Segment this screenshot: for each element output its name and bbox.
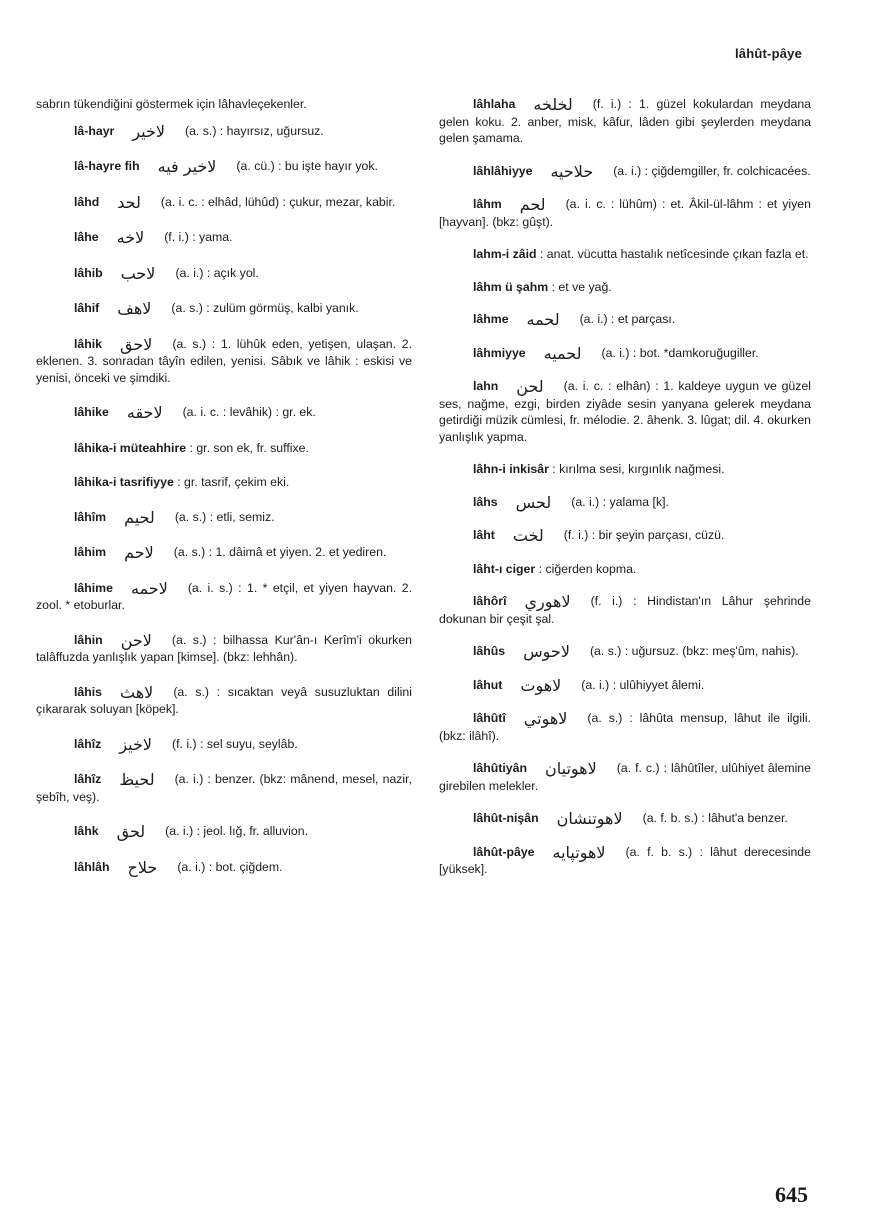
headword: lâhe — [74, 230, 99, 244]
continuation-text: sabrın tükendiğini göstermek için lâhavleçekenler. — [36, 97, 307, 111]
definition: (a. i. s.) : 1. * etçil, et yiyen hayvan. 2. zool. * etoburlar. — [36, 580, 412, 612]
definition: (a. i.) : bot. *damkoruğugiller. — [601, 345, 759, 360]
definition: (a. i. c. : levâhik) : gr. ek. — [182, 405, 316, 419]
headword: lâhika-i tasrifiyye — [74, 475, 174, 489]
arabic-script: لاخير فيه — [157, 157, 217, 176]
dictionary-entry — [36, 859, 412, 877]
definition: (a. f. c.) : lâhûtîler, ulûhiyet âlemine girebilen melekler. — [439, 761, 811, 793]
headword: lâhîm — [74, 509, 107, 524]
headword: lâhlâh — [74, 859, 110, 874]
arabic-script: لاهوتنشان — [556, 809, 623, 828]
page-number: 645 — [775, 1182, 808, 1207]
arabic-script: لاحب — [120, 263, 156, 283]
definition: : gr. son ek, fr. suffixe. — [189, 440, 309, 455]
dictionary-entry — [439, 96, 811, 147]
definition: (a. s.) : etli, semiz. — [174, 509, 275, 524]
arabic-script: لحميه — [543, 343, 582, 363]
dictionary-entry — [36, 300, 412, 318]
definition: (a. s.) : bilhassa Kur'ân-ı Kerîm'i okurken talâffuzda yanlışlık yapan [kimse]. (bkz: lehhân). — [36, 632, 412, 664]
dictionary-entry — [36, 580, 412, 614]
arabic-script: لخت — [512, 526, 544, 545]
definition: (a. cü.) : bu işte hayır yok. — [236, 159, 378, 173]
dictionary-entry — [439, 844, 811, 878]
headword: lâhôrî — [473, 594, 507, 608]
dictionary-entry — [439, 345, 811, 363]
headword: lahm-i zâid — [473, 247, 537, 261]
definition: (a. i. c. : lühûm) : et. Âkil-ül-lâhm : et yiyen [hayvan]. (bkz: gûşt). — [439, 197, 811, 229]
arabic-script: لاهوتي — [523, 709, 568, 728]
dictionary-entry — [36, 229, 412, 247]
headword: lâhûtiyân — [473, 761, 527, 775]
definition: (a. i. c. : elhân) : 1. kaldeye uygun ve güzel ses, nağme, ezgi, birden ziyâde sesin yanyana gelerek meydana getirdiği müzik cümlesi, fr. mélodie. 2. âhenk. 3. lûgat; dil. 4. okurken yanlışlık yapma. — [439, 379, 811, 444]
dictionary-entry — [439, 710, 811, 744]
definition: : anat. vücutta hastalık netîcesinde çıkan fazla et. — [539, 247, 809, 261]
dictionary-entry — [439, 494, 811, 512]
headword: lâhs — [473, 494, 498, 509]
definition: (a. i.) : yalama [k]. — [571, 494, 669, 509]
dictionary-entry — [439, 760, 811, 794]
arabic-script: لاحمه — [130, 578, 168, 598]
definition: (a. i.) : et parçası. — [579, 312, 676, 326]
definition: (a. i.) : bot. çiğdem. — [177, 859, 283, 874]
headword: lâ-hayr — [74, 123, 115, 138]
arabic-script: لاحم — [124, 543, 154, 562]
headword: lâhlâhiyye — [473, 163, 533, 178]
definition: (a. s.) : sıcaktan veyâ susuzluktan dilini çıkararak soluyan [köpek]. — [36, 684, 412, 716]
dictionary-entry — [439, 246, 811, 263]
definition: (f. i.) : Hindistan'ın Lâhur şehrinde dokunan bir çeşit şal. — [439, 594, 811, 626]
arabic-script: لاخيز — [119, 734, 153, 754]
arabic-script: لحم — [519, 195, 546, 214]
arabic-script: لحق — [116, 822, 146, 841]
headword: lâhis — [74, 684, 103, 699]
dictionary-entry — [36, 158, 412, 176]
definition: (f. i.) : sel suyu, seylâb. — [172, 736, 298, 751]
definition: : gr. tasrif, çekim eki. — [177, 475, 290, 489]
running-header: lâhût-pâye — [734, 46, 802, 61]
definition: (a. i.) : ulûhiyyet âlemi. — [581, 677, 705, 692]
definition: (a. i.) : çiğdemgiller, fr. colchicacées. — [613, 163, 811, 178]
dictionary-entry — [36, 404, 412, 422]
dictionary-entry — [439, 527, 811, 545]
headword: lâhûtî — [473, 711, 506, 725]
headword: lâhime — [74, 580, 113, 595]
headword: lâhîz — [74, 736, 102, 751]
dictionary-entry — [439, 810, 811, 828]
headword: lâhin — [74, 632, 103, 647]
arabic-script: لحيم — [124, 507, 155, 527]
arabic-script: لاهوت — [520, 675, 562, 695]
dictionary-entry — [439, 461, 811, 478]
headword: lâhut — [473, 677, 503, 692]
arabic-script: لاحق — [120, 334, 153, 354]
dictionary-entry — [439, 561, 811, 578]
dictionary-entry — [36, 336, 412, 387]
definition: (a. s.) : lâhûta mensup, lâhut ile ilgili. (bkz: ilâhî). — [439, 711, 811, 743]
definition: (a. f. b. s.) : lâhut'a benzer. — [642, 811, 788, 825]
arabic-script: حلاح — [127, 857, 158, 877]
dictionary-entry — [36, 736, 412, 754]
dictionary-entry — [36, 265, 412, 283]
definition: (a. s.) : 1. dâimâ et yiyen. 2. et yediren. — [173, 545, 387, 559]
arabic-script: لاهف — [117, 299, 152, 318]
dictionary-entry — [439, 677, 811, 695]
dictionary-entry — [36, 194, 412, 212]
headword: lâhike — [74, 405, 109, 419]
definition: : kırılma sesi, kırgınlık nağmesi. — [552, 462, 725, 476]
headword: lâhûs — [473, 644, 506, 658]
headword: lâht — [473, 528, 495, 542]
definition: (a. s.) : uğursuz. (bkz: meş'ûm, nahis). — [589, 644, 799, 658]
arabic-script: لاخه — [116, 228, 145, 247]
arabic-script: لاهوتيان — [544, 759, 597, 778]
headword: lâhm ü şahm — [473, 279, 549, 294]
arabic-script: لاحقه — [126, 403, 163, 422]
arabic-script: لحس — [515, 492, 552, 512]
left-column — [36, 96, 412, 894]
definition: (f. i.) : yama. — [164, 230, 233, 244]
headword: lâhîz — [74, 772, 102, 786]
dictionary-entry — [36, 123, 412, 141]
arabic-script: حلاحيه — [550, 161, 594, 181]
definition: (a. i. c. : elhâd, lühûd) : çukur, mezar, kabir. — [160, 194, 396, 209]
definition: (f. i.) : bir şeyin parçası, cüzü. — [563, 528, 725, 542]
headword: lâhm — [473, 197, 502, 211]
dictionary-entry — [36, 474, 412, 491]
arabic-script: لحمه — [526, 310, 560, 329]
arabic-script: لحن — [516, 377, 544, 396]
headword: lâhût-nişân — [473, 811, 539, 825]
headword: lâhika-i müteahhire — [74, 440, 187, 455]
dictionary-entry — [439, 196, 811, 230]
right-entries — [439, 96, 811, 878]
headword: lâhik — [74, 336, 103, 351]
headword: lâhk — [74, 824, 99, 838]
dictionary-entry — [439, 279, 811, 296]
definition: (a. f. b. s.) : lâhut derecesinde [yüksek]. — [439, 844, 811, 876]
headword: lâhût-pâye — [473, 844, 535, 859]
headword: lâhn-i inkisâr — [473, 462, 549, 476]
definition: (a. i.) : jeol. lığ, fr. alluvion. — [165, 824, 308, 838]
definition: : et ve yağ. — [551, 279, 612, 294]
arabic-script: لاخير — [132, 121, 165, 141]
definition: (a. s.) : zulüm görmüş, kalbi yanık. — [171, 301, 359, 315]
arabic-script: لاحن — [120, 630, 152, 650]
dictionary-entry — [439, 643, 811, 661]
headword: lâhif — [74, 301, 100, 315]
arabic-script: لخلخه — [533, 95, 573, 114]
definition: (a. s.) : hayırsız, uğursuz. — [185, 123, 324, 138]
dictionary-entry — [36, 544, 412, 562]
headword: lahn — [473, 379, 499, 393]
headword: lâht-ı ciger — [473, 561, 536, 576]
dictionary-entry — [439, 593, 811, 627]
right-column — [439, 96, 811, 894]
definition: (a. i.) : açık yol. — [175, 265, 259, 280]
arabic-script: لاهوتپايه — [552, 842, 606, 862]
dictionary-entry — [439, 378, 811, 445]
headword: lâhib — [74, 265, 103, 280]
headword: lâ-hayre fih — [74, 159, 140, 173]
left-entries — [36, 123, 412, 877]
dictionary-entry — [439, 163, 811, 181]
arabic-script: لاحوس — [523, 642, 570, 661]
definition: (a. i.) : benzer. (bkz: mânend, mesel, nazir, şebîh, veş). — [36, 772, 412, 804]
headword: lâhlaha — [473, 97, 516, 111]
headword: lâhd — [74, 194, 100, 209]
dictionary-entry — [36, 440, 412, 457]
headword: lâhmiyye — [473, 345, 526, 360]
definition: : ciğerden kopma. — [538, 561, 637, 576]
dictionary-entry — [439, 311, 811, 329]
dictionary-entry — [36, 684, 412, 718]
headword: lâhme — [473, 312, 509, 326]
headword: lâhim — [74, 545, 107, 559]
dictionary-entry — [36, 509, 412, 527]
arabic-script: لحد — [117, 192, 141, 212]
dictionary-entry — [36, 632, 412, 666]
dictionary-entry — [36, 771, 412, 805]
definition: (f. i.) : 1. güzel kokulardan meydana gelen koku. 2. anber, misk, kâfur, lâden gibi şeylerden meydana gelen şamama. — [439, 97, 811, 145]
arabic-script: لاهث — [120, 682, 154, 702]
dictionary-entry — [36, 823, 412, 841]
arabic-script: لاهوري — [524, 592, 571, 611]
arabic-script: لحيظ — [119, 770, 155, 789]
definition: (a. s.) : 1. lühûk eden, yetişen, ulaşan. 2. eklenen. 3. sonradan tâyîn edilen, yenisi. Sâbık ve lâhik : eskisi ve yenisi, önceki ve şimdiki. — [36, 336, 412, 385]
